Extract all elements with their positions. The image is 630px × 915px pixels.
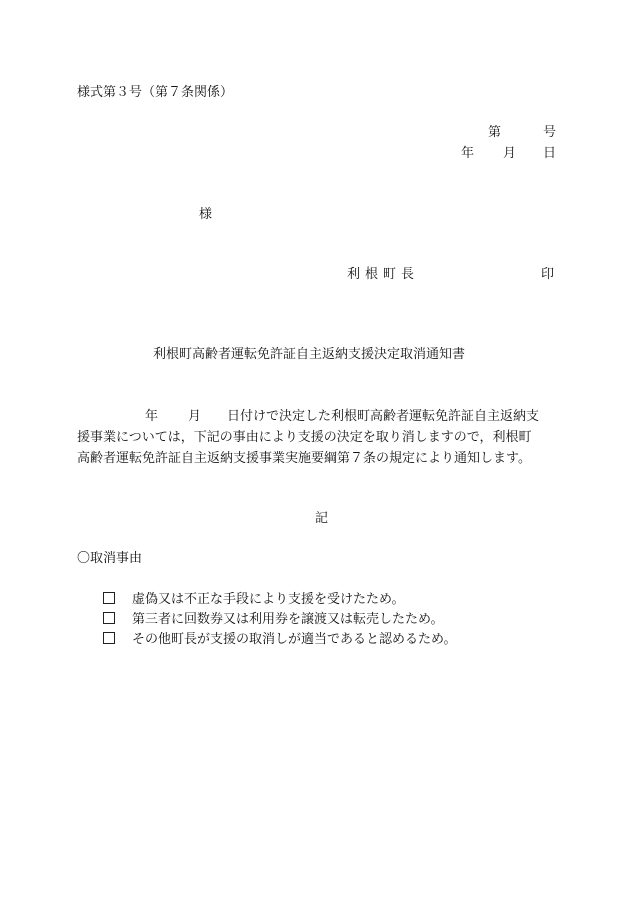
document-title: 利根町高齢者運転免許証自主返納支援決定取消通知書 <box>153 347 466 362</box>
body-line: 高齢者運転免許証自主返納支援事業実施要綱第７条の規定により通知します。 <box>77 451 531 466</box>
sender-name: 利根町長 <box>347 267 420 282</box>
body-year-label: 年 <box>145 409 159 424</box>
reason-text: その他町長が支援の取消しが適当であると認めるため。 <box>132 632 457 647</box>
form-number: 様式第３号（第７条関係） <box>77 85 234 100</box>
date-year-label: 年 <box>461 146 475 161</box>
body-line: 援事業については，下記の事由により支援の決定を取り消しますので，利根町 <box>77 430 532 445</box>
checkbox-icon[interactable] <box>103 632 115 644</box>
section-heading: 〇取消事由 <box>77 551 143 566</box>
reason-text: 第三者に回数券又は利用券を譲渡又は転売したため。 <box>132 612 444 627</box>
checkbox-icon[interactable] <box>103 612 115 624</box>
reason-item[interactable] <box>103 591 404 608</box>
checkbox-icon[interactable] <box>103 592 115 604</box>
addressee-honorific: 様 <box>199 207 213 222</box>
body-line <box>77 406 559 427</box>
reason-item[interactable] <box>103 631 456 648</box>
reason-item[interactable] <box>103 611 443 628</box>
reason-text: 虚偽又は不正な手段により支援を受けたため。 <box>132 592 405 607</box>
date-day-label: 日 <box>543 146 557 161</box>
body-paragraph <box>77 406 559 469</box>
document-number-prefix: 第 <box>488 125 502 140</box>
document-number-suffix: 号 <box>543 125 557 140</box>
ki-heading: 記 <box>315 511 329 526</box>
body-line-1-text: 日付けで決定した利根町高齢者運転免許証自主返納支 <box>227 409 540 424</box>
date-month-label: 月 <box>503 146 517 161</box>
body-month-label: 月 <box>188 409 202 424</box>
seal-mark: 印 <box>541 267 555 282</box>
